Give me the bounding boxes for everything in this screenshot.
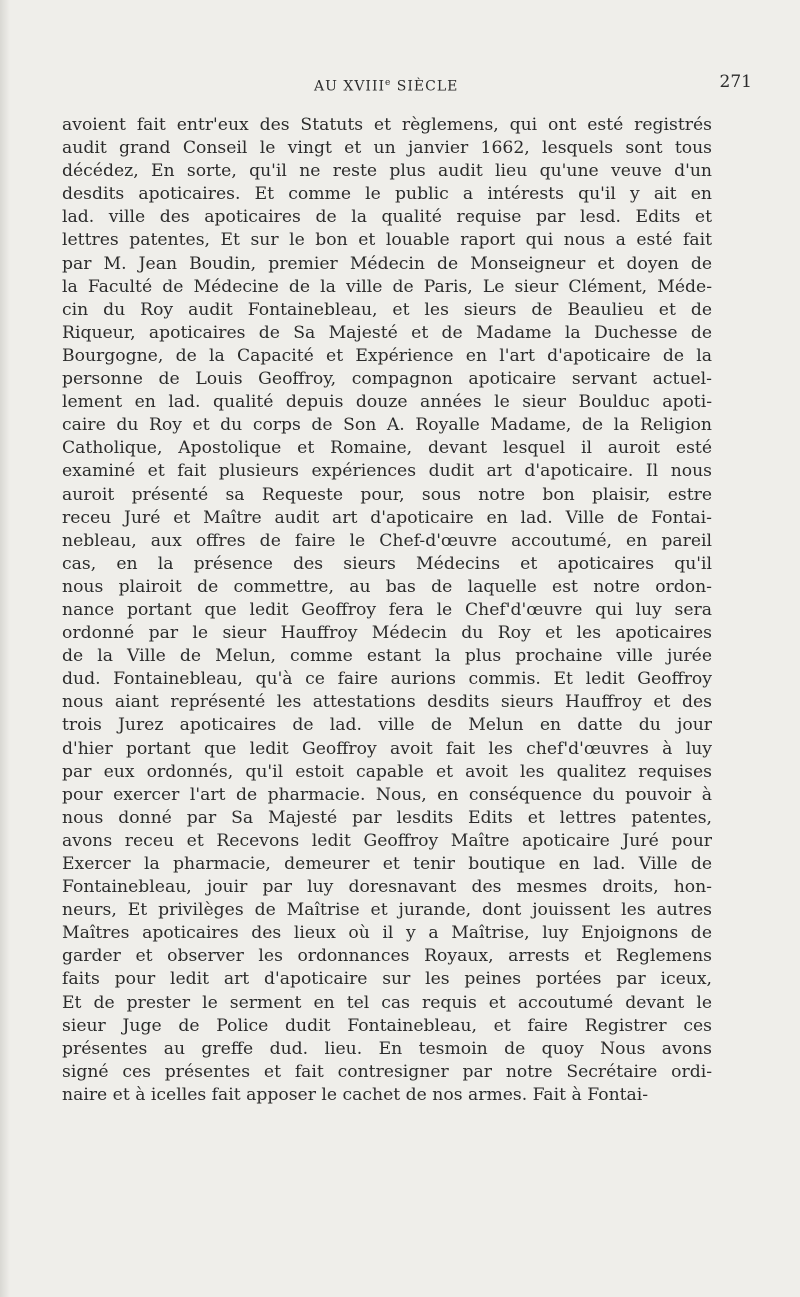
- text-line: sieur Juge de Police dudit Fontainebleau, et faire Registrer ces: [62, 1015, 712, 1036]
- text-line: par M. Jean Boudin, premier Médecin de Monseigneur et doyen de: [62, 253, 712, 274]
- running-head-superscript: e: [385, 78, 392, 88]
- text-line: Exercer la pharmacie, demeurer et tenir boutique en lad. Ville de: [62, 854, 712, 874]
- text-line: Riqueur, apoticaires de Sa Majesté et de Madame la Duchesse de: [62, 322, 712, 343]
- text-line: décédez, En sorte, qu'il ne reste plus audit lieu qu'une veuve d'un: [62, 161, 712, 182]
- text-line: neurs, Et privilèges de Maîtrise et jurande, dont jouissent les autres: [62, 900, 712, 921]
- text-line: de la Ville de Melun, comme estant la plus prochaine ville jurée: [62, 646, 712, 667]
- text-line: examiné et fait plusieurs expériences dudit art d'apoticaire. Il nous: [62, 461, 712, 482]
- text-line: cas, en la présence des sieurs Médecins et apoticaires qu'il: [62, 553, 712, 574]
- text-line: par eux ordonnés, qu'il estoit capable et avoit les qualitez requises: [62, 761, 712, 782]
- text-line: lad. ville des apoticaires de la qualité requise par lesd. Edits et: [62, 207, 712, 228]
- text-line: caire du Roy et du corps de Son A. Royalle Madame, de la Religion: [62, 415, 712, 436]
- text-line: Catholique, Apostolique et Romaine, devant lesquel il auroit esté: [62, 438, 712, 459]
- text-line: naire et à icelles fait apposer le cachet de nos armes. Fait à Fontai-: [62, 1084, 649, 1105]
- page-gutter-shadow: [0, 0, 10, 1297]
- text-line: ordonné par le sieur Hauffroy Médecin du Roy et les apoticaires: [62, 623, 712, 644]
- text-line: nebleau, aux offres de faire le Chef-d'œuvre accoutumé, en pareil: [62, 530, 712, 551]
- text-line: auroit présenté sa Requeste pour, sous notre bon plaisir, estre: [62, 484, 712, 505]
- text-line: nous aiant représenté les attestations desdits sieurs Hauffroy et des: [62, 692, 712, 713]
- page-header: [60, 70, 760, 100]
- text-line: nous plairoit de commettre, au bas de laquelle est notre ordon-: [62, 576, 712, 597]
- text-line: la Faculté de Médecine de la ville de Paris, Le sieur Clément, Méde-: [62, 276, 712, 297]
- body-text: [62, 114, 712, 1107]
- text-line: garder et observer les ordonnances Royaux, arrests et Reglemens: [62, 946, 712, 967]
- text-line: receu Juré et Maître audit art d'apoticaire en lad. Ville de Fontai-: [62, 507, 712, 528]
- running-head-prefix: AU XVIII: [314, 78, 386, 95]
- text-line: pour exercer l'art de pharmacie. Nous, en conséquence du pouvoir à: [62, 784, 712, 805]
- text-line: d'hier portant que ledit Geoffroy avoit fait les chef'd'œuvres à luy: [62, 738, 712, 759]
- text-line: faits pour ledit art d'apoticaire sur les peines portées par iceux,: [62, 969, 712, 990]
- running-head: [314, 78, 458, 95]
- text-line: Et de prester le serment en tel cas requis et accoutumé devant le: [62, 992, 712, 1013]
- text-line: présentes au greffe dud. lieu. En tesmoin de quoy Nous avons: [62, 1038, 712, 1059]
- text-line: cin du Roy audit Fontainebleau, et les sieurs de Beaulieu et de: [62, 299, 712, 320]
- text-line: signé ces présentes et fait contresigner par notre Secrétaire ordi-: [62, 1061, 712, 1082]
- text-line: dud. Fontainebleau, qu'à ce faire aurions commis. Et ledit Geoffroy: [62, 669, 712, 690]
- text-line: personne de Louis Geoffroy, compagnon apoticaire servant actuel-: [62, 369, 712, 390]
- running-head-suffix: SIÈCLE: [391, 78, 459, 95]
- text-line: desdits apoticaires. Et comme le public a intérests qu'il y ait en: [62, 184, 712, 205]
- text-line: Fontainebleau, jouir par luy doresnavant des mesmes droits, hon-: [62, 877, 712, 898]
- text-line: lement en lad. qualité depuis douze années le sieur Boulduc apoti-: [62, 392, 712, 413]
- page-number: 271: [719, 72, 752, 92]
- text-line: Bourgogne, de la Capacité et Expérience en l'art d'apoticaire de la: [62, 345, 712, 366]
- text-line: avons receu et Recevons ledit Geoffroy Maître apoticaire Juré pour: [62, 830, 712, 851]
- text-line: audit grand Conseil le vingt et un janvier 1662, lesquels sont tous: [62, 138, 712, 159]
- text-line: Maîtres apoticaires des lieux où il y a Maîtrise, luy Enjoignons de: [62, 923, 712, 944]
- text-line: nous donné par Sa Majesté par lesdits Edits et lettres patentes,: [62, 807, 712, 828]
- text-line: avoient fait entr'eux des Statuts et règlemens, qui ont esté registrés: [62, 115, 712, 135]
- text-line: trois Jurez apoticaires de lad. ville de Melun en datte du jour: [62, 715, 712, 736]
- text-line: nance portant que ledit Geoffroy fera le Chef'd'œuvre qui luy sera: [62, 599, 712, 620]
- text-line: lettres patentes, Et sur le bon et louable raport qui nous a esté fait: [62, 230, 712, 251]
